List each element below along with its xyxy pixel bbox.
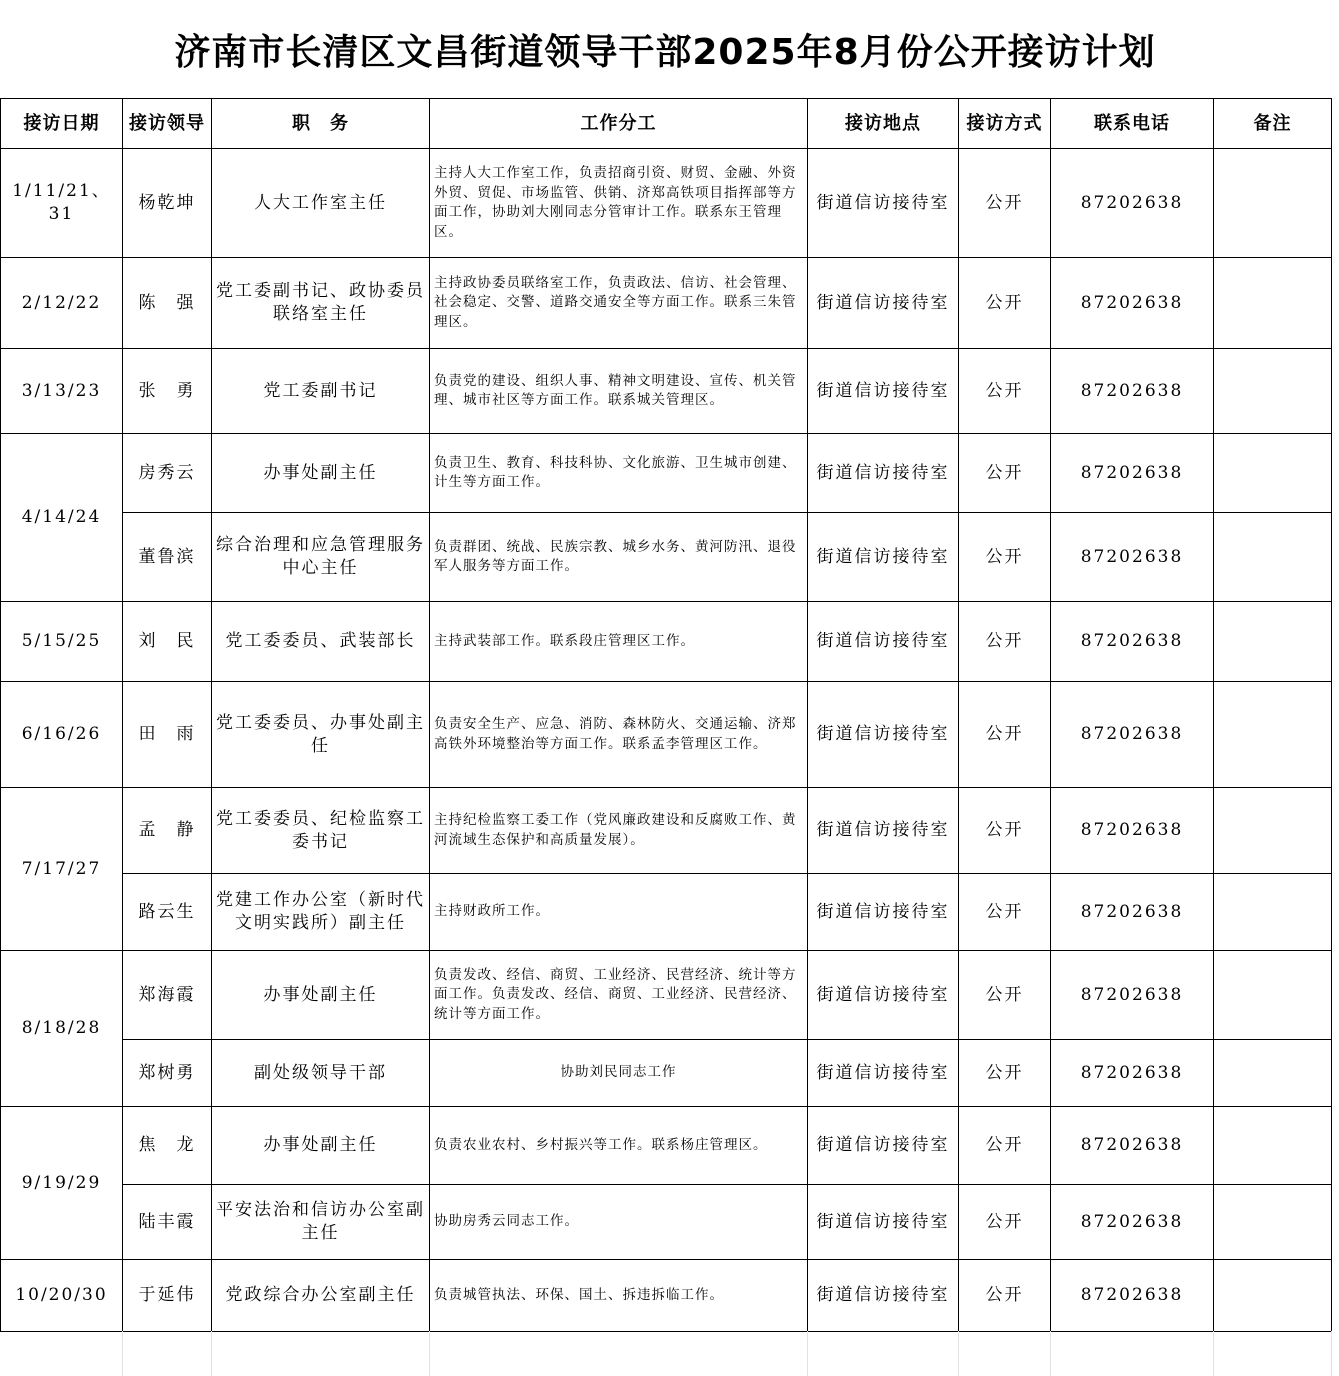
header-method: 接访方式 <box>959 99 1051 149</box>
phone-cell: 87202638 <box>1051 1185 1214 1260</box>
date-cell: 2/12/22 <box>1 258 123 349</box>
note-cell <box>1214 788 1332 874</box>
location-cell: 街道信访接待室 <box>808 513 959 602</box>
note-cell <box>1214 602 1332 682</box>
method-cell: 公开 <box>959 434 1051 513</box>
header-phone: 联系电话 <box>1051 99 1214 149</box>
duty-cell: 负责党的建设、组织人事、精神文明建设、宣传、机关管理、城市社区等方面工作。联系城关管理区。 <box>430 349 808 434</box>
leader-cell: 董鲁滨 <box>123 513 212 602</box>
duty-cell: 主持人大工作室工作，负责招商引资、财贸、金融、外资外贸、贸促、市场监管、供销、济郑高铁项目指挥部等方面工作，协助刘大刚同志分管审计工作。联系东王管理区。 <box>430 149 808 258</box>
duty-cell: 主持纪检监察工委工作（党风廉政建设和反腐败工作、黄河流域生态保护和高质量发展）。 <box>430 788 808 874</box>
page-title: 济南市长清区文昌街道领导干部2025年8月份公开接访计划 <box>174 31 1156 73</box>
duty-cell: 负责安全生产、应急、消防、森林防火、交通运输、济郑高铁外环境整治等方面工作。联系孟李管理区工作。 <box>430 682 808 788</box>
leader-cell: 焦 龙 <box>123 1107 212 1185</box>
method-cell: 公开 <box>959 1107 1051 1185</box>
phone-cell: 87202638 <box>1051 149 1214 258</box>
note-cell <box>1214 258 1332 349</box>
method-cell: 公开 <box>959 682 1051 788</box>
position-cell: 党工委委员、办事处副主任 <box>212 682 430 788</box>
duty-cell: 负责卫生、教育、科技科协、文化旅游、卫生城市创建、计生等方面工作。 <box>430 434 808 513</box>
position-cell: 人大工作室主任 <box>212 149 430 258</box>
note-cell <box>1214 349 1332 434</box>
phone-cell: 87202638 <box>1051 1040 1214 1107</box>
table-row <box>1 1185 1332 1260</box>
date-cell: 6/16/26 <box>1 682 123 788</box>
duty-cell: 负责发改、经信、商贸、工业经济、民营经济、统计等方面工作。负责发改、经信、商贸、工业经济、民营经济、统计等方面工作。 <box>430 951 808 1040</box>
location-cell: 街道信访接待室 <box>808 1040 959 1107</box>
note-cell <box>1214 951 1332 1040</box>
table-row <box>1 149 1332 258</box>
phone-cell: 87202638 <box>1051 602 1214 682</box>
position-cell: 办事处副主任 <box>212 1107 430 1185</box>
note-cell <box>1214 1107 1332 1185</box>
location-cell: 街道信访接待室 <box>808 1107 959 1185</box>
position-cell: 党政综合办公室副主任 <box>212 1260 430 1332</box>
duty-cell: 协助刘民同志工作 <box>430 1040 808 1107</box>
phone-cell: 87202638 <box>1051 434 1214 513</box>
table-row <box>1 602 1332 682</box>
leader-cell: 田 雨 <box>123 682 212 788</box>
note-cell <box>1214 874 1332 951</box>
table-row <box>1 788 1332 874</box>
duty-cell: 协助房秀云同志工作。 <box>430 1185 808 1260</box>
table-row <box>1 434 1332 513</box>
location-cell: 街道信访接待室 <box>808 1260 959 1332</box>
location-cell: 街道信访接待室 <box>808 1185 959 1260</box>
leader-cell: 刘 民 <box>123 602 212 682</box>
leader-cell: 陈 强 <box>123 258 212 349</box>
leader-cell: 于延伟 <box>123 1260 212 1332</box>
leader-cell: 张 勇 <box>123 349 212 434</box>
position-cell: 办事处副主任 <box>212 951 430 1040</box>
duty-cell: 主持武装部工作。联系段庄管理区工作。 <box>430 602 808 682</box>
leader-cell: 郑树勇 <box>123 1040 212 1107</box>
phone-cell: 87202638 <box>1051 513 1214 602</box>
phone-cell: 87202638 <box>1051 874 1214 951</box>
location-cell: 街道信访接待室 <box>808 258 959 349</box>
duty-cell: 负责农业农村、乡村振兴等工作。联系杨庄管理区。 <box>430 1107 808 1185</box>
table-row <box>1 951 1332 1040</box>
table-row <box>1 1040 1332 1107</box>
date-cell: 7/17/27 <box>1 788 123 951</box>
method-cell: 公开 <box>959 951 1051 1040</box>
duty-cell: 主持政协委员联络室工作，负责政法、信访、社会管理、社会稳定、交警、道路交通安全等方面工作。联系三朱管理区。 <box>430 258 808 349</box>
method-cell: 公开 <box>959 513 1051 602</box>
leader-cell: 路云生 <box>123 874 212 951</box>
note-cell <box>1214 1185 1332 1260</box>
table-row <box>1 349 1332 434</box>
position-cell: 综合治理和应急管理服务中心主任 <box>212 513 430 602</box>
location-cell: 街道信访接待室 <box>808 149 959 258</box>
table-row <box>1 1260 1332 1332</box>
table-header-row <box>1 99 1332 149</box>
position-cell: 平安法治和信访办公室副主任 <box>212 1185 430 1260</box>
position-cell: 党工委副书记 <box>212 349 430 434</box>
note-cell <box>1214 513 1332 602</box>
table-row <box>1 874 1332 951</box>
phone-cell: 87202638 <box>1051 788 1214 874</box>
phone-cell: 87202638 <box>1051 349 1214 434</box>
header-position: 职 务 <box>212 99 430 149</box>
method-cell: 公开 <box>959 349 1051 434</box>
location-cell: 街道信访接待室 <box>808 602 959 682</box>
empty-grid-area <box>0 1331 1339 1376</box>
method-cell: 公开 <box>959 149 1051 258</box>
leader-cell: 杨乾坤 <box>123 149 212 258</box>
position-cell: 党工委委员、纪检监察工委书记 <box>212 788 430 874</box>
header-leader: 接访领导 <box>123 99 212 149</box>
position-cell: 党建工作办公室（新时代文明实践所）副主任 <box>212 874 430 951</box>
header-date: 接访日期 <box>1 99 123 149</box>
schedule-table <box>0 98 1332 1332</box>
method-cell: 公开 <box>959 602 1051 682</box>
position-cell: 办事处副主任 <box>212 434 430 513</box>
location-cell: 街道信访接待室 <box>808 788 959 874</box>
position-cell: 党工委副书记、政协委员联络室主任 <box>212 258 430 349</box>
phone-cell: 87202638 <box>1051 1107 1214 1185</box>
note-cell <box>1214 149 1332 258</box>
location-cell: 街道信访接待室 <box>808 349 959 434</box>
header-location: 接访地点 <box>808 99 959 149</box>
method-cell: 公开 <box>959 258 1051 349</box>
phone-cell: 87202638 <box>1051 682 1214 788</box>
note-cell <box>1214 434 1332 513</box>
location-cell: 街道信访接待室 <box>808 951 959 1040</box>
note-cell <box>1214 682 1332 788</box>
phone-cell: 87202638 <box>1051 258 1214 349</box>
phone-cell: 87202638 <box>1051 951 1214 1040</box>
position-cell: 副处级领导干部 <box>212 1040 430 1107</box>
leader-cell: 房秀云 <box>123 434 212 513</box>
method-cell: 公开 <box>959 874 1051 951</box>
method-cell: 公开 <box>959 1260 1051 1332</box>
phone-cell: 87202638 <box>1051 1260 1214 1332</box>
note-cell <box>1214 1260 1332 1332</box>
location-cell: 街道信访接待室 <box>808 434 959 513</box>
duty-cell: 负责城管执法、环保、国土、拆违拆临工作。 <box>430 1260 808 1332</box>
leader-cell: 陆丰霞 <box>123 1185 212 1260</box>
table-row <box>1 513 1332 602</box>
table-row <box>1 1107 1332 1185</box>
location-cell: 街道信访接待室 <box>808 874 959 951</box>
date-cell: 3/13/23 <box>1 349 123 434</box>
leader-cell: 郑海霞 <box>123 951 212 1040</box>
method-cell: 公开 <box>959 1040 1051 1107</box>
table-row <box>1 682 1332 788</box>
date-cell: 1/11/21、31 <box>1 149 123 258</box>
header-note: 备注 <box>1214 99 1332 149</box>
position-cell: 党工委委员、武装部长 <box>212 602 430 682</box>
date-cell: 10/20/30 <box>1 1260 123 1332</box>
header-duty: 工作分工 <box>430 99 808 149</box>
method-cell: 公开 <box>959 1185 1051 1260</box>
method-cell: 公开 <box>959 788 1051 874</box>
note-cell <box>1214 1040 1332 1107</box>
location-cell: 街道信访接待室 <box>808 682 959 788</box>
duty-cell: 负责群团、统战、民族宗教、城乡水务、黄河防汛、退役军人服务等方面工作。 <box>430 513 808 602</box>
leader-cell: 孟 静 <box>123 788 212 874</box>
date-cell: 8/18/28 <box>1 951 123 1107</box>
date-cell: 5/15/25 <box>1 602 123 682</box>
date-cell: 9/19/29 <box>1 1107 123 1260</box>
table-row <box>1 258 1332 349</box>
duty-cell: 主持财政所工作。 <box>430 874 808 951</box>
date-cell: 4/14/24 <box>1 434 123 602</box>
